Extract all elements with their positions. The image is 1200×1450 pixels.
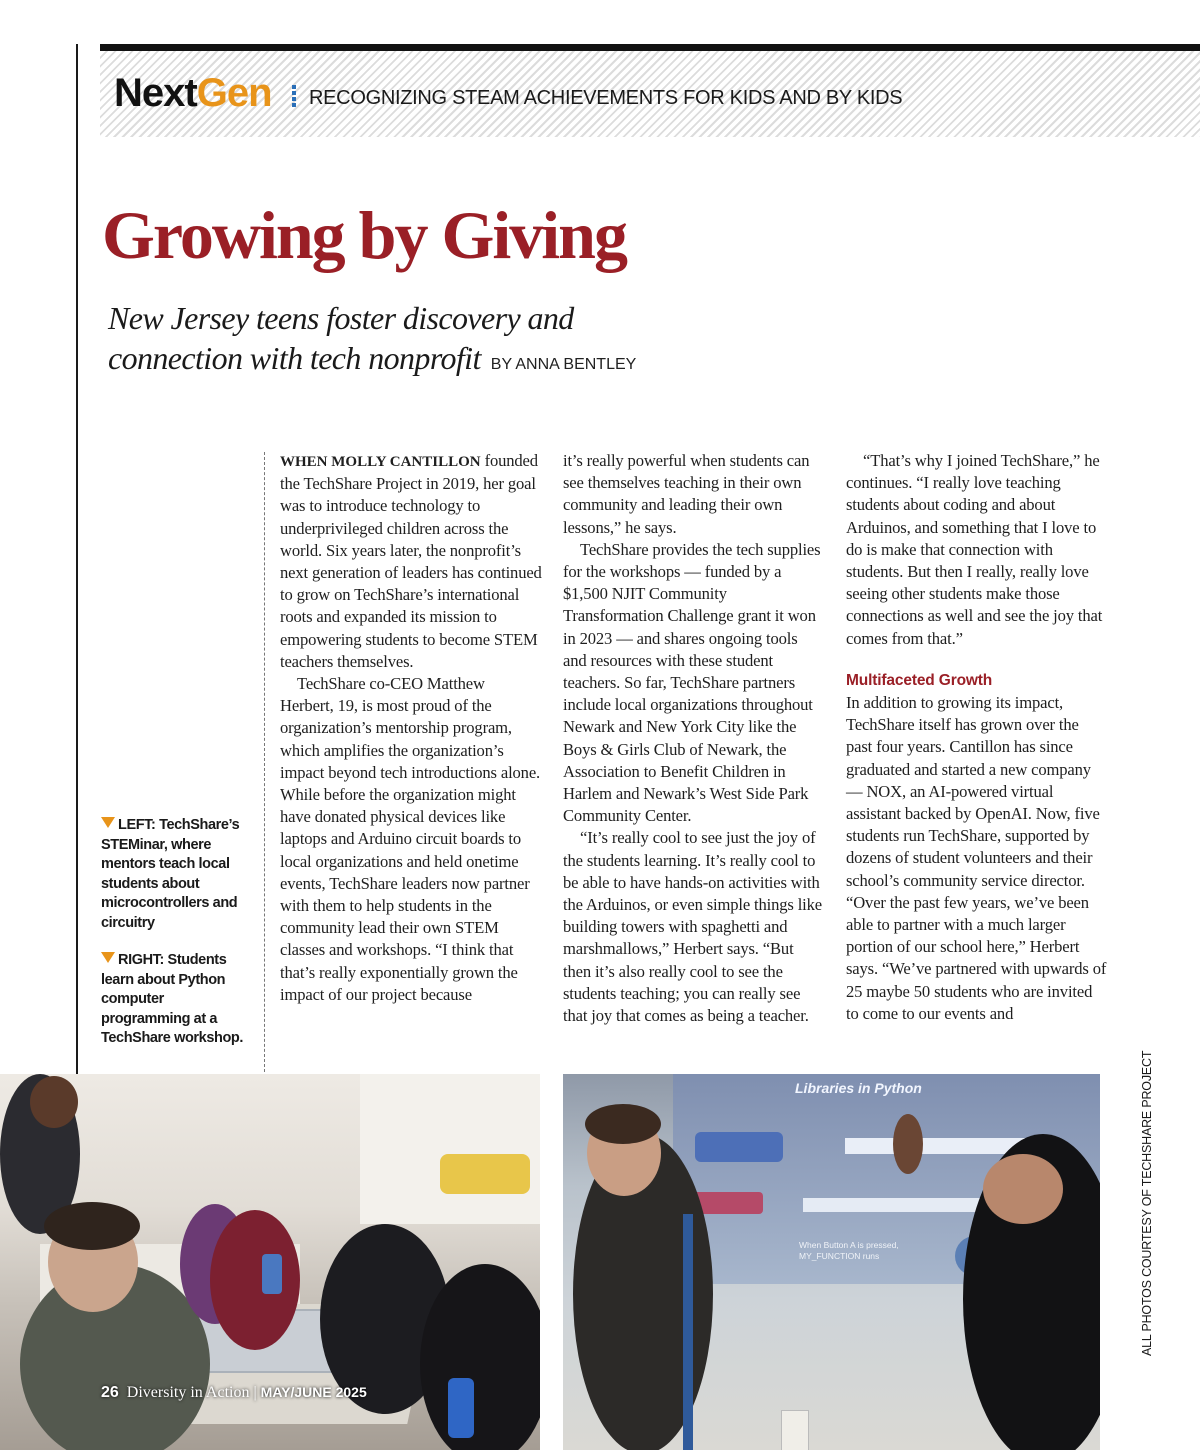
triangle-down-icon: [101, 952, 115, 963]
paragraph: TechShare provides the tech supplies for the workshops — funded by a $1,500 NJIT Community Transformation Challenge grant it won in 2023 — and shares ongoing tools and resources with these student teachers. So far, TechShare partners include local organizations throughout Newark and New York City like the Boys & Girls Club of Newark, the Association to Benefit Children in Harlem and Newark’s West Side Park Community Center.: [563, 539, 821, 826]
triangle-down-icon: [101, 817, 115, 828]
caption-left: LEFT: TechShare’s STEMinar, where mentors teach local students about microcontrollers and circuitry: [101, 817, 240, 931]
nextgen-logo: NextGen: [114, 71, 272, 115]
body-column-1: [280, 450, 542, 1006]
header-separator: [292, 85, 296, 109]
paragraph: TechShare co-CEO Matthew Herbert, 19, is most proud of the organization’s mentorship program, which amplifies the organization’s impact beyond tech introductions alone. While before the organization might have donated physical devices like laptops and Arduino circuit boards to local organizations and held onetime events, TechShare leaders now partner with them to help students in the community lead their own STEM classes and workshops. “I think that that’s really exponentially grown the impact of our project because: [280, 674, 541, 1004]
photo-wall: [360, 1074, 540, 1224]
caption-right: RIGHT: Students learn about Python computer programming at a TechShare workshop.: [101, 952, 244, 1046]
section-header: [100, 44, 1200, 137]
photo-captions: [101, 816, 251, 1067]
projected-slide-title: Libraries in Python: [795, 1080, 922, 1096]
lead-in: WHEN MOLLY CANTILLON: [280, 454, 481, 470]
photo-raised-hand: [893, 1114, 923, 1174]
paragraph: In addition to growing its impact, TechShare itself has grown over the past four years. Cantillon has since graduated and started a new company — NOX, an AI-powered virtual assistant backed by OpenAI. Now, five students run TechShare, supported by dozens of student volunteers and their school’s community service director. “Over the past few years, we’ve been able to partner with a much larger portion of our school here,” Herbert says. “We’ve partnered with upwards of 25 maybe 50 students who are invited to come to our events and: [846, 693, 1107, 1023]
photo-person-head: [30, 1076, 78, 1128]
section-tagline: RECOGNIZING STEAM ACHIEVEMENTS FOR KIDS AND BY KIDS: [309, 87, 903, 109]
code-line: [845, 1138, 1025, 1154]
photo-student-hair: [585, 1104, 661, 1144]
byline: BY ANNA BENTLEY: [490, 356, 637, 373]
photo-sippy-cup: [448, 1378, 474, 1438]
photo-credit: ALL PHOTOS COURTESY OF TECHSHARE PROJECT: [1140, 1050, 1154, 1356]
wall-outlet: [781, 1410, 809, 1450]
dek-line-2: connection with tech nonprofit: [108, 340, 481, 376]
page-number: 26: [101, 1384, 119, 1401]
projected-slide-note: When Button A is pressed, MY_FUNCTION runs: [799, 1240, 899, 1261]
body-column-2: [563, 450, 825, 1027]
body-column-3: [846, 450, 1108, 1025]
photo-chair: [440, 1154, 530, 1194]
page-footer: [101, 1384, 367, 1402]
column-divider: [264, 452, 265, 1072]
photo-hand: [983, 1154, 1063, 1224]
photo-python-workshop: [563, 1074, 1100, 1450]
article-headline: Growing by Giving: [102, 197, 626, 273]
code-block: [695, 1132, 783, 1162]
paragraph: it’s really powerful when students can see themselves teaching in their own community and leading their own lessons,” he says.: [563, 451, 810, 537]
footer-separator: |: [253, 1384, 257, 1401]
photo-chair-back: [683, 1214, 693, 1450]
page-left-rule: [76, 44, 78, 1074]
subheading: Multifaceted Growth: [846, 671, 993, 689]
paragraph: “That’s why I joined TechShare,” he continues. “I really love teaching students about coding and about Arduinos, and something that I love to do is make that connection with students. But then I really, really love seeing other students make those connections as well and see the joy that comes from that.”: [846, 451, 1103, 648]
article-dek: [108, 298, 808, 385]
issue-date: MAY/JUNE 2025: [260, 1384, 367, 1400]
photo-water-bottle: [262, 1254, 282, 1294]
code-line: [803, 1198, 993, 1212]
paragraph: “It’s really cool to see just the joy of the students learning. It’s really cool to be able to have hands-on activities with the Arduinos, or even simple things like building towers with spaghetti and marshmallows,” Herbert says. “But then it’s also really cool to see the students teaching; you can really see that joy that comes as being a teacher.: [563, 828, 823, 1026]
photo-child-jacket: [210, 1210, 300, 1350]
dek-line-1: New Jersey teens foster discovery and: [108, 300, 574, 336]
photo-student-hair: [44, 1202, 140, 1250]
paragraph: WHEN MOLLY CANTILLON founded the TechShare Project in 2019, her goal was to introduce technology to underprivileged children across the world. Six years later, the nonprofit’s next generation of leaders has continued to grow on TechShare’s international roots and expanded its mission to empowering students to become STEM teachers themselves.: [280, 451, 542, 671]
publication-name: Diversity in Action: [126, 1384, 250, 1401]
